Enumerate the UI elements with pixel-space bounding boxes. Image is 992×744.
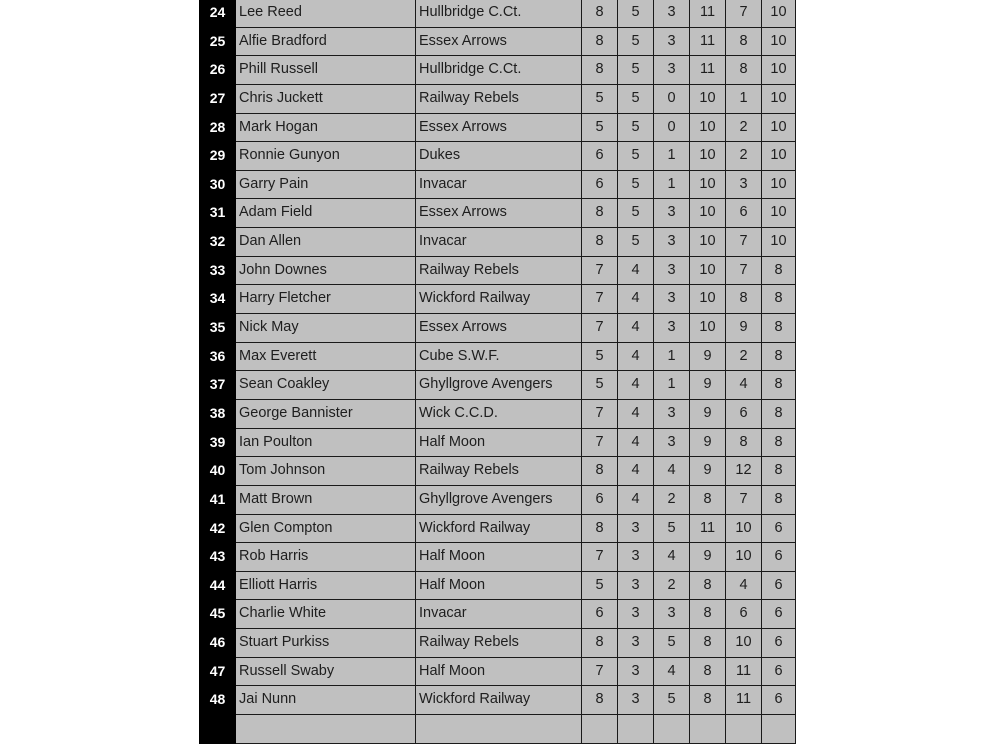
empty-cell [726, 715, 762, 744]
stat-cell: 8 [582, 686, 618, 715]
stat-cell: 3 [654, 0, 690, 28]
rank-cell: 29 [199, 142, 236, 171]
stat-cell: 8 [762, 285, 796, 314]
stat-cell: 8 [762, 486, 796, 515]
stat-cell: 8 [582, 457, 618, 486]
stat-cell: 8 [762, 429, 796, 458]
stat-cell: 10 [762, 228, 796, 257]
stat-cell: 3 [654, 285, 690, 314]
stat-cell: 1 [654, 142, 690, 171]
stat-cell: 6 [762, 572, 796, 601]
stat-cell: 8 [726, 28, 762, 57]
rank-cell: 40 [199, 457, 236, 486]
stat-cell: 3 [618, 629, 654, 658]
table-row [199, 686, 796, 715]
player-name-cell: Mark Hogan [236, 114, 416, 143]
stat-cell: 5 [618, 28, 654, 57]
stat-cell: 1 [654, 171, 690, 200]
table-row [199, 429, 796, 458]
player-name-cell: John Downes [236, 257, 416, 286]
table-row-partial [199, 715, 796, 744]
stat-cell: 8 [690, 600, 726, 629]
stat-cell: 10 [762, 85, 796, 114]
stat-cell: 2 [654, 486, 690, 515]
stat-cell: 8 [690, 572, 726, 601]
table-row [199, 228, 796, 257]
stat-cell: 2 [654, 572, 690, 601]
team-cell: Cube S.W.F. [416, 343, 582, 372]
stat-cell: 9 [690, 543, 726, 572]
stat-cell: 5 [654, 515, 690, 544]
team-cell: Hullbridge C.Ct. [416, 0, 582, 28]
stat-cell: 4 [618, 371, 654, 400]
stat-cell: 6 [762, 686, 796, 715]
player-name-cell: Rob Harris [236, 543, 416, 572]
team-cell: Half Moon [416, 543, 582, 572]
stat-cell: 4 [618, 400, 654, 429]
stat-cell: 6 [582, 486, 618, 515]
player-name-cell: Russell Swaby [236, 658, 416, 687]
stat-cell: 3 [654, 600, 690, 629]
stat-cell: 8 [582, 0, 618, 28]
player-name-cell: Elliott Harris [236, 572, 416, 601]
team-cell: Essex Arrows [416, 199, 582, 228]
player-name-cell: Glen Compton [236, 515, 416, 544]
stat-cell: 4 [726, 371, 762, 400]
stat-cell: 10 [690, 171, 726, 200]
table-row [199, 457, 796, 486]
stat-cell: 9 [726, 314, 762, 343]
stat-cell: 6 [726, 600, 762, 629]
stat-cell: 2 [726, 114, 762, 143]
stat-cell: 8 [582, 228, 618, 257]
stat-cell: 11 [690, 28, 726, 57]
team-cell: Railway Rebels [416, 257, 582, 286]
stat-cell: 6 [762, 600, 796, 629]
rank-cell: 46 [199, 629, 236, 658]
rank-cell: 25 [199, 28, 236, 57]
empty-cell [690, 715, 726, 744]
stat-cell: 3 [654, 429, 690, 458]
stat-cell: 8 [726, 56, 762, 85]
stat-cell: 0 [654, 85, 690, 114]
empty-cell [416, 715, 582, 744]
team-cell: Half Moon [416, 658, 582, 687]
rank-cell: 44 [199, 572, 236, 601]
table-row [199, 400, 796, 429]
league-standings-table [199, 0, 796, 744]
stat-cell: 5 [654, 629, 690, 658]
table-row [199, 56, 796, 85]
table-row [199, 257, 796, 286]
stat-cell: 11 [726, 686, 762, 715]
player-name-cell: Alfie Bradford [236, 28, 416, 57]
stat-cell: 10 [690, 257, 726, 286]
rank-cell: 47 [199, 658, 236, 687]
player-name-cell: Harry Fletcher [236, 285, 416, 314]
stat-cell: 9 [690, 371, 726, 400]
stat-cell: 8 [762, 400, 796, 429]
rank-cell: 24 [199, 0, 236, 28]
player-name-cell: Adam Field [236, 199, 416, 228]
stat-cell: 5 [582, 85, 618, 114]
stat-cell: 8 [762, 257, 796, 286]
rank-cell: 33 [199, 257, 236, 286]
stat-cell: 5 [582, 572, 618, 601]
stat-cell: 5 [618, 85, 654, 114]
stat-cell: 2 [726, 142, 762, 171]
stat-cell: 5 [582, 371, 618, 400]
stat-cell: 11 [690, 0, 726, 28]
stat-cell: 5 [582, 114, 618, 143]
stat-cell: 1 [654, 343, 690, 372]
stat-cell: 12 [726, 457, 762, 486]
stat-cell: 11 [690, 56, 726, 85]
stat-cell: 2 [726, 343, 762, 372]
stat-cell: 9 [690, 429, 726, 458]
team-cell: Essex Arrows [416, 314, 582, 343]
stat-cell: 4 [618, 343, 654, 372]
stat-cell: 10 [726, 629, 762, 658]
stat-cell: 7 [726, 0, 762, 28]
stat-cell: 4 [618, 285, 654, 314]
stat-cell: 7 [582, 314, 618, 343]
stat-cell: 10 [690, 228, 726, 257]
rank-cell: 41 [199, 486, 236, 515]
stat-cell: 6 [582, 142, 618, 171]
stat-cell: 6 [762, 543, 796, 572]
stat-cell: 4 [618, 457, 654, 486]
stat-cell: 6 [726, 199, 762, 228]
stat-cell: 4 [726, 572, 762, 601]
team-cell: Invacar [416, 600, 582, 629]
stat-cell: 7 [582, 543, 618, 572]
rank-cell: 43 [199, 543, 236, 572]
stat-cell: 10 [762, 171, 796, 200]
rank-cell: 32 [199, 228, 236, 257]
stat-cell: 10 [726, 515, 762, 544]
player-name-cell: George Bannister [236, 400, 416, 429]
rank-cell: 31 [199, 199, 236, 228]
stat-cell: 5 [618, 142, 654, 171]
table-row [199, 515, 796, 544]
team-cell: Essex Arrows [416, 114, 582, 143]
table-row [199, 629, 796, 658]
stat-cell: 3 [654, 56, 690, 85]
table-row [199, 142, 796, 171]
stat-cell: 3 [726, 171, 762, 200]
stat-cell: 8 [582, 28, 618, 57]
rank-cell: 37 [199, 371, 236, 400]
stat-cell: 8 [762, 314, 796, 343]
stat-cell: 10 [726, 543, 762, 572]
player-name-cell: Ian Poulton [236, 429, 416, 458]
player-name-cell: Phill Russell [236, 56, 416, 85]
empty-cell [199, 715, 236, 744]
team-cell: Wick C.C.D. [416, 400, 582, 429]
stat-cell: 3 [618, 686, 654, 715]
rank-cell: 34 [199, 285, 236, 314]
stat-cell: 8 [762, 457, 796, 486]
stat-cell: 4 [654, 658, 690, 687]
team-cell: Invacar [416, 171, 582, 200]
stat-cell: 0 [654, 114, 690, 143]
team-cell: Railway Rebels [416, 629, 582, 658]
rank-cell: 36 [199, 343, 236, 372]
stat-cell: 10 [690, 142, 726, 171]
team-cell: Wickford Railway [416, 285, 582, 314]
player-name-cell: Garry Pain [236, 171, 416, 200]
stat-cell: 6 [762, 629, 796, 658]
stat-cell: 3 [618, 658, 654, 687]
stat-cell: 10 [690, 114, 726, 143]
stat-cell: 10 [762, 199, 796, 228]
stat-cell: 8 [582, 515, 618, 544]
table-row [199, 0, 796, 28]
rank-cell: 48 [199, 686, 236, 715]
team-cell: Railway Rebels [416, 457, 582, 486]
empty-cell [236, 715, 416, 744]
stat-cell: 8 [582, 56, 618, 85]
stat-cell: 8 [762, 343, 796, 372]
stat-cell: 7 [726, 257, 762, 286]
stat-cell: 8 [762, 371, 796, 400]
table-row [199, 572, 796, 601]
stat-cell: 3 [654, 28, 690, 57]
stat-cell: 10 [762, 56, 796, 85]
stat-cell: 10 [690, 199, 726, 228]
table-row [199, 600, 796, 629]
stat-cell: 3 [618, 515, 654, 544]
stat-cell: 1 [654, 371, 690, 400]
stat-cell: 9 [690, 343, 726, 372]
player-name-cell: Chris Juckett [236, 85, 416, 114]
table-row [199, 371, 796, 400]
team-cell: Ghyllgrove Avengers [416, 371, 582, 400]
stat-cell: 3 [618, 600, 654, 629]
stat-cell: 3 [654, 400, 690, 429]
stat-cell: 8 [726, 285, 762, 314]
stat-cell: 7 [582, 257, 618, 286]
table-row [199, 343, 796, 372]
player-name-cell: Ronnie Gunyon [236, 142, 416, 171]
rank-cell: 42 [199, 515, 236, 544]
stat-cell: 4 [618, 257, 654, 286]
team-cell: Wickford Railway [416, 515, 582, 544]
stat-cell: 5 [618, 56, 654, 85]
table-row [199, 543, 796, 572]
player-name-cell: Sean Coakley [236, 371, 416, 400]
table-row [199, 486, 796, 515]
player-name-cell: Tom Johnson [236, 457, 416, 486]
player-name-cell: Stuart Purkiss [236, 629, 416, 658]
stat-cell: 11 [690, 515, 726, 544]
rank-cell: 45 [199, 600, 236, 629]
rank-cell: 28 [199, 114, 236, 143]
stat-cell: 5 [582, 343, 618, 372]
table-row [199, 171, 796, 200]
stat-cell: 5 [618, 228, 654, 257]
stat-cell: 4 [618, 429, 654, 458]
stat-cell: 3 [654, 314, 690, 343]
player-name-cell: Dan Allen [236, 228, 416, 257]
stat-cell: 8 [690, 658, 726, 687]
stat-cell: 7 [582, 429, 618, 458]
player-name-cell: Max Everett [236, 343, 416, 372]
rank-cell: 35 [199, 314, 236, 343]
empty-cell [618, 715, 654, 744]
stat-cell: 3 [654, 257, 690, 286]
stat-cell: 11 [726, 658, 762, 687]
player-name-cell: Matt Brown [236, 486, 416, 515]
empty-cell [582, 715, 618, 744]
team-cell: Dukes [416, 142, 582, 171]
stat-cell: 3 [654, 199, 690, 228]
stat-cell: 1 [726, 85, 762, 114]
stat-cell: 5 [618, 199, 654, 228]
stat-cell: 10 [762, 28, 796, 57]
stat-cell: 7 [582, 285, 618, 314]
stat-cell: 6 [762, 515, 796, 544]
stat-cell: 10 [762, 0, 796, 28]
stat-cell: 9 [690, 400, 726, 429]
stat-cell: 7 [582, 400, 618, 429]
stat-cell: 8 [582, 199, 618, 228]
stat-cell: 6 [582, 171, 618, 200]
stat-cell: 4 [654, 457, 690, 486]
stat-cell: 3 [618, 543, 654, 572]
stat-cell: 8 [690, 486, 726, 515]
stat-cell: 10 [690, 314, 726, 343]
stat-cell: 5 [654, 686, 690, 715]
table-row [199, 285, 796, 314]
stat-cell: 8 [690, 629, 726, 658]
stat-cell: 5 [618, 114, 654, 143]
empty-cell [762, 715, 796, 744]
stat-cell: 10 [762, 114, 796, 143]
rank-cell: 27 [199, 85, 236, 114]
table-row [199, 85, 796, 114]
stat-cell: 10 [762, 142, 796, 171]
stat-cell: 4 [618, 486, 654, 515]
team-cell: Essex Arrows [416, 28, 582, 57]
stat-cell: 3 [654, 228, 690, 257]
player-name-cell: Nick May [236, 314, 416, 343]
table-row [199, 114, 796, 143]
player-name-cell: Charlie White [236, 600, 416, 629]
table-row [199, 314, 796, 343]
stat-cell: 9 [690, 457, 726, 486]
stat-cell: 4 [618, 314, 654, 343]
team-cell: Invacar [416, 228, 582, 257]
empty-cell [654, 715, 690, 744]
team-cell: Wickford Railway [416, 686, 582, 715]
stat-cell: 8 [690, 686, 726, 715]
stat-cell: 6 [762, 658, 796, 687]
team-cell: Railway Rebels [416, 85, 582, 114]
player-name-cell: Lee Reed [236, 0, 416, 28]
rank-cell: 26 [199, 56, 236, 85]
stat-cell: 5 [618, 0, 654, 28]
table-row [199, 28, 796, 57]
table-row [199, 658, 796, 687]
stat-cell: 8 [726, 429, 762, 458]
player-name-cell: Jai Nunn [236, 686, 416, 715]
team-cell: Half Moon [416, 429, 582, 458]
team-cell: Hullbridge C.Ct. [416, 56, 582, 85]
stat-cell: 6 [726, 400, 762, 429]
stat-cell: 3 [618, 572, 654, 601]
stat-cell: 7 [582, 658, 618, 687]
stat-cell: 7 [726, 486, 762, 515]
stat-cell: 10 [690, 85, 726, 114]
stat-cell: 10 [690, 285, 726, 314]
rank-cell: 38 [199, 400, 236, 429]
stat-cell: 6 [582, 600, 618, 629]
rank-cell: 39 [199, 429, 236, 458]
stat-cell: 5 [618, 171, 654, 200]
rank-cell: 30 [199, 171, 236, 200]
stat-cell: 7 [726, 228, 762, 257]
stat-cell: 8 [582, 629, 618, 658]
stat-cell: 4 [654, 543, 690, 572]
table-row [199, 199, 796, 228]
team-cell: Half Moon [416, 572, 582, 601]
team-cell: Ghyllgrove Avengers [416, 486, 582, 515]
